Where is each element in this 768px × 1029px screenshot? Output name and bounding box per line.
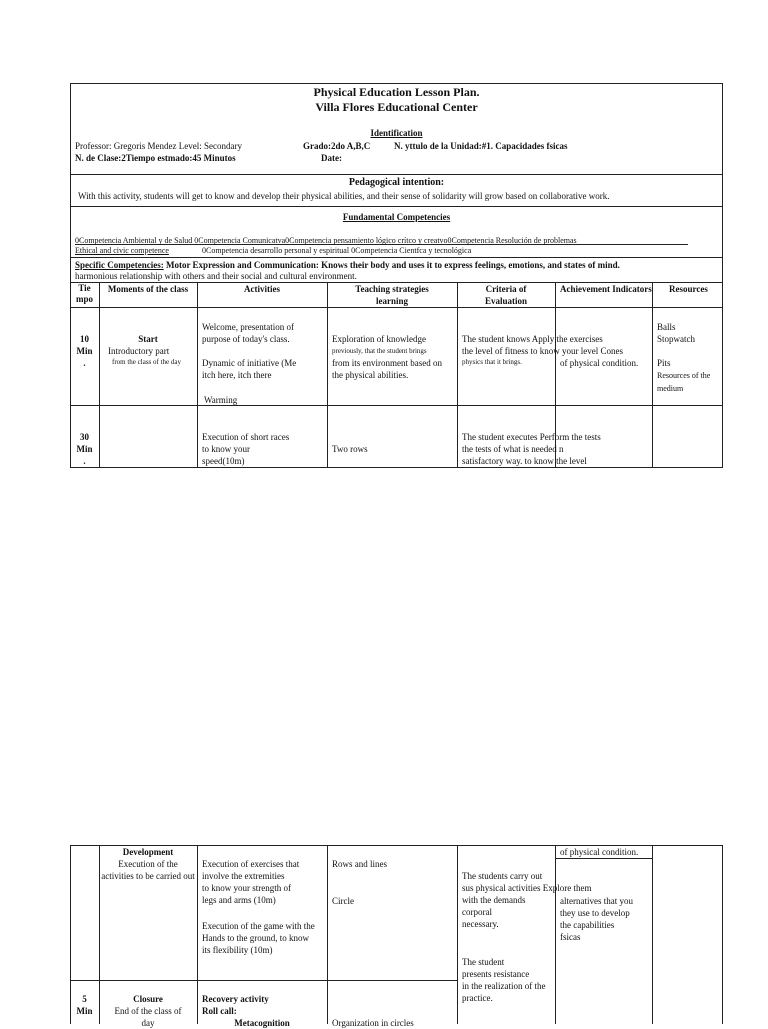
row1-activity-1: Welcome, presentation of purpose of today's class. <box>202 322 294 344</box>
row1-strategy-small: previously, that the student brings <box>332 347 427 355</box>
closure-sub: End of the class of day <box>114 1006 182 1028</box>
page2-criteria-1: The students carry out sus physical activities Explore them with the demands corporal necessary. <box>462 871 592 929</box>
page2-activity-1: Execution of exercises that involve the extremities to know your strength of legs and arms (10m) <box>202 859 300 905</box>
fundamental-line1: 0Competencia Ambiental y de Salud 0Competencia Comunicatva0Competencia pensamiento lógico crítco y creatvo0Competencia Resolución de problemas <box>75 236 577 245</box>
closure-title: Closure <box>133 994 163 1004</box>
row2-activity: Execution of short races to know your speed(10m) <box>202 432 290 466</box>
page2-achievement-top: of physical condition. <box>560 847 639 857</box>
page2-strategy-2: Circle <box>332 896 354 906</box>
identification-heading: Identification <box>370 128 423 138</box>
page2-activity-4: Roll call: <box>202 1006 237 1016</box>
page2-strategy-3: Organization in circles <box>332 1018 414 1028</box>
page2-activity-2: Execution of the game with the Hands to the ground, to know its flexibility (10m) <box>202 921 315 955</box>
fundamental-line2a: Ethical and civic competence <box>75 246 169 255</box>
row1-time: 10 Min . <box>76 334 93 368</box>
page2-criteria-2: The student presents resistance in the realization of the practice. <box>462 957 546 1003</box>
row1-moment-title: Start <box>138 334 158 344</box>
page2-achievement-1: alternatives that you they use to develop the capabilities fsicas <box>560 896 633 942</box>
fundamental-line2b: 0Competencia desarrollo personal y espiritual 0Competencia Cientfca y tecnológica <box>202 246 472 255</box>
page2-time: 5 Min <box>76 994 93 1016</box>
professor-line: Professor: Gregoris Mendez Level: Secondary <box>75 141 242 151</box>
page2-activity-3: Recovery activity <box>202 994 269 1004</box>
row1-resources-3: Resources of the medium <box>657 371 711 393</box>
row1-activity-3: Warming <box>204 395 238 405</box>
specific-line2: harmonious relationship with others and their social and cultural environment. <box>75 271 357 281</box>
title-line2: Villa Flores Educational Center <box>315 100 478 114</box>
col-moments: Moments of the class <box>107 284 189 294</box>
grado-label: Grado:2do A,B,C <box>303 141 371 151</box>
page2-strategy-1: Rows and lines <box>332 859 387 869</box>
row1-resources-2: Pits <box>657 358 671 368</box>
col-criteria: Criteria of Evaluation <box>484 284 527 306</box>
pedagogical-text: With this activity, students will get to know and develop their physical abilities, and their sense of solidarity will grow based on collaborative work. <box>78 191 610 201</box>
row1-criteria-small: physics that it brings. <box>462 358 522 366</box>
specific-text: Motor Expression and Communication: Knows their body and uses it to express feelings, emotions, and states of mind. <box>163 260 620 270</box>
row1-activity-2: Dynamic of initiative (Me itch here, itch there <box>202 358 297 380</box>
col-resources: Resources <box>669 284 708 294</box>
specific-label: Specific Competencies: <box>75 260 164 270</box>
unidad-label: N. yttulo de la Unidad:#1. Capacidades fsicas <box>394 141 568 151</box>
col-strategies: Teaching strategies learning <box>355 284 429 306</box>
row1-criteria: The student knows Apply the exercises the level of fitness to know your level Cones <box>462 334 623 356</box>
fundamental-heading: Fundamental Competencies <box>342 212 451 222</box>
page2-activity-5: Metacognition <box>234 1018 290 1028</box>
row2-strategy: Two rows <box>332 444 368 454</box>
col-achievement: Achievement Indicators <box>560 284 652 294</box>
row1-achievement: of physical condition. <box>560 358 639 368</box>
row1-resources-1: Balls Stopwatch <box>657 322 695 344</box>
row1-moment-sub: Introductory part <box>108 346 170 356</box>
row1-strategy-2: from its environment based on the physical abilities. <box>332 358 442 380</box>
row1-moment-small: from the class of the day <box>112 358 182 366</box>
col-time: Tie mpo <box>75 283 93 304</box>
date-label: Date: <box>321 153 342 163</box>
col-activities: Activities <box>244 284 280 294</box>
clase-line: N. de Clase:2Tiempo estmado:45 Minutos <box>75 153 236 163</box>
row2-time: 30 Min . <box>76 432 93 466</box>
title-line1: Physical Education Lesson Plan. <box>313 85 480 99</box>
development-title: Development <box>122 847 174 857</box>
row2-criteria: The student executes Perform the tests the tests of what is needed n satisfactory way. to know the level <box>462 432 601 466</box>
row1-strategy-1: Exploration of knowledge <box>332 334 426 344</box>
development-sub: Execution of the activities to be carried out <box>101 859 195 881</box>
pedagogical-heading: Pedagogical intention: <box>348 177 445 188</box>
